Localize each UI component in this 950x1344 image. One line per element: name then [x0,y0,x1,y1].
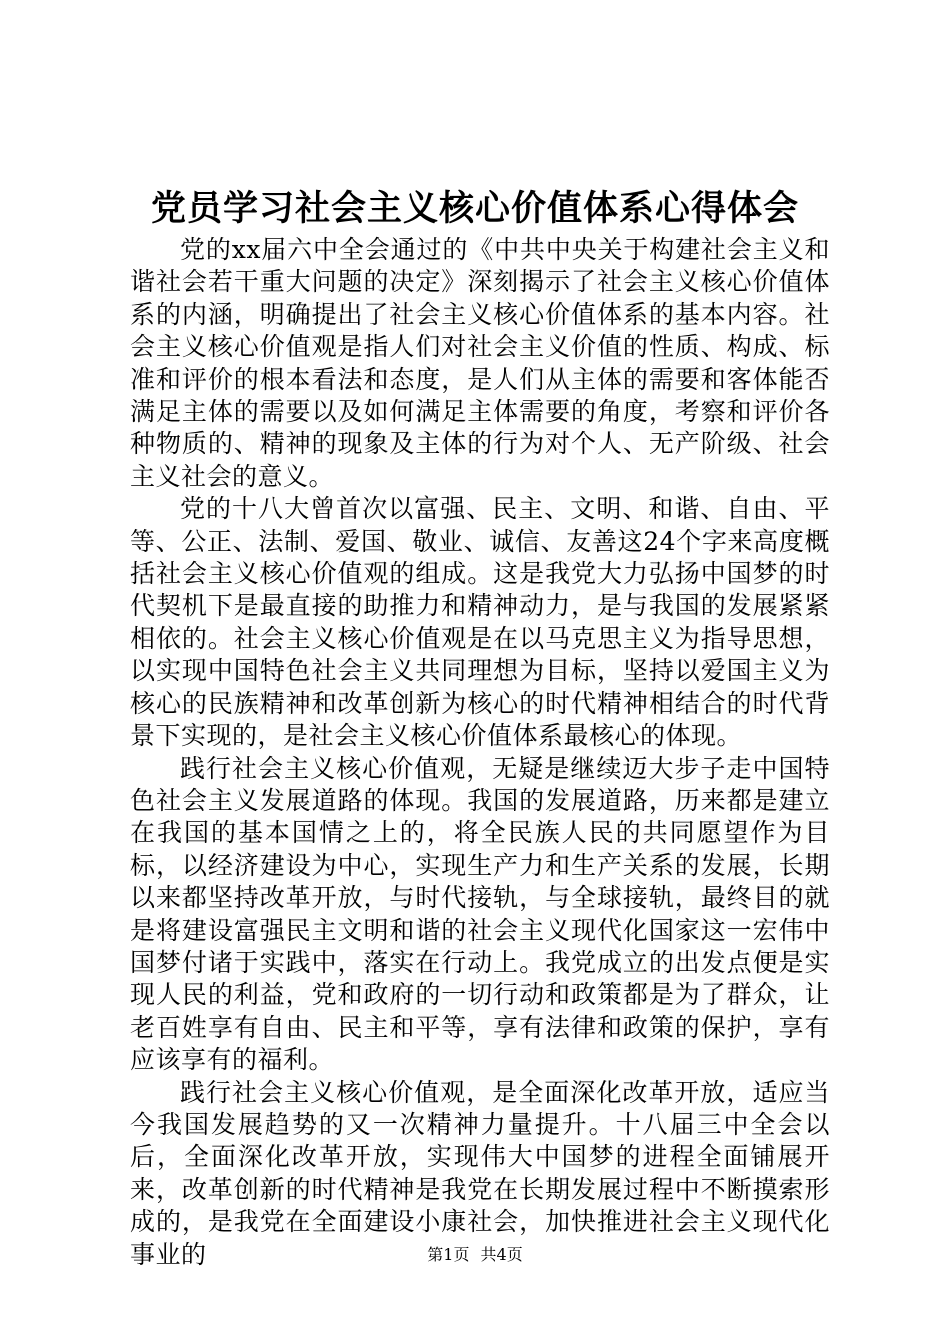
document-body [130,234,830,1271]
document-title: 党员学习社会主义核心价值体系心得体会 [150,189,799,229]
page-number-current: 第1页 [427,1245,470,1264]
paragraph: 党的xx届六中全会通过的《中共中央关于构建社会主义和谐社会若干重大问题的决定》深刻揭示了社会主义核心价值体系的内涵，明确提出了社会主义核心价值体系的基本内容。社会主义核心价值观是指人们对社会主义价值的性质、构成、标准和评价的根本看法和态度，是人们从主体的需要和客体能否满足主体的需要以及如何满足主体需要的角度，考察和评价各种物质的、精神的现象及主体的行为对个人、无产阶级、社会主义社会的意义。 [130,235,830,491]
paragraph: 践行社会主义核心价值观，是全面深化改革开放，适应当今我国发展趋势的又一次精神力量提升。十八届三中全会以后，全面深化改革开放，实现伟大中国梦的进程全面铺展开来，改革创新的时代精神是我党在长期发展过程中不断摸索形成的，是我党在全面建设小康社会，加快推进社会主义现代化事业的 [130,1077,830,1269]
page-footer [0,1244,950,1266]
paragraph: 践行社会主义核心价值观，无疑是继续迈大步子走中国特色社会主义发展道路的体现。我国的发展道路，历来都是建立在我国的基本国情之上的，将全民族人民的共同愿望作为目标，以经济建设为中心，实现生产力和生产关系的发展，长期以来都坚持改革开放，与时代接轨，与全球接轨，最终目的就是将建设富强民主文明和谐的社会主义现代化国家这一宏伟中国梦付诸于实践中，落实在行动上。我党成立的出发点便是实现人民的利益，党和政府的一切行动和政策都是为了群众，让老百姓享有自由、民主和平等，享有法律和政策的保护，享有应该享有的福利。 [130,753,830,1075]
page-number-total: 共4页 [480,1245,523,1264]
paragraph: 党的十八大曾首次以富强、民主、文明、和谐、自由、平等、公正、法制、爱国、敬业、诚信、友善这24个字来高度概括社会主义核心价值观的组成。这是我党大力弘扬中国梦的时代契机下是最直接的助推力和精神动力，是与我国的发展紧紧相依的。社会主义核心价值观是在以马克思主义为指导思想，以实现中国特色社会主义共同理想为目标，坚持以爱国主义为核心的民族精神和改革创新为核心的时代精神相结合的时代背景下实现的，是社会主义核心价值体系最核心的体现。 [130,494,830,751]
